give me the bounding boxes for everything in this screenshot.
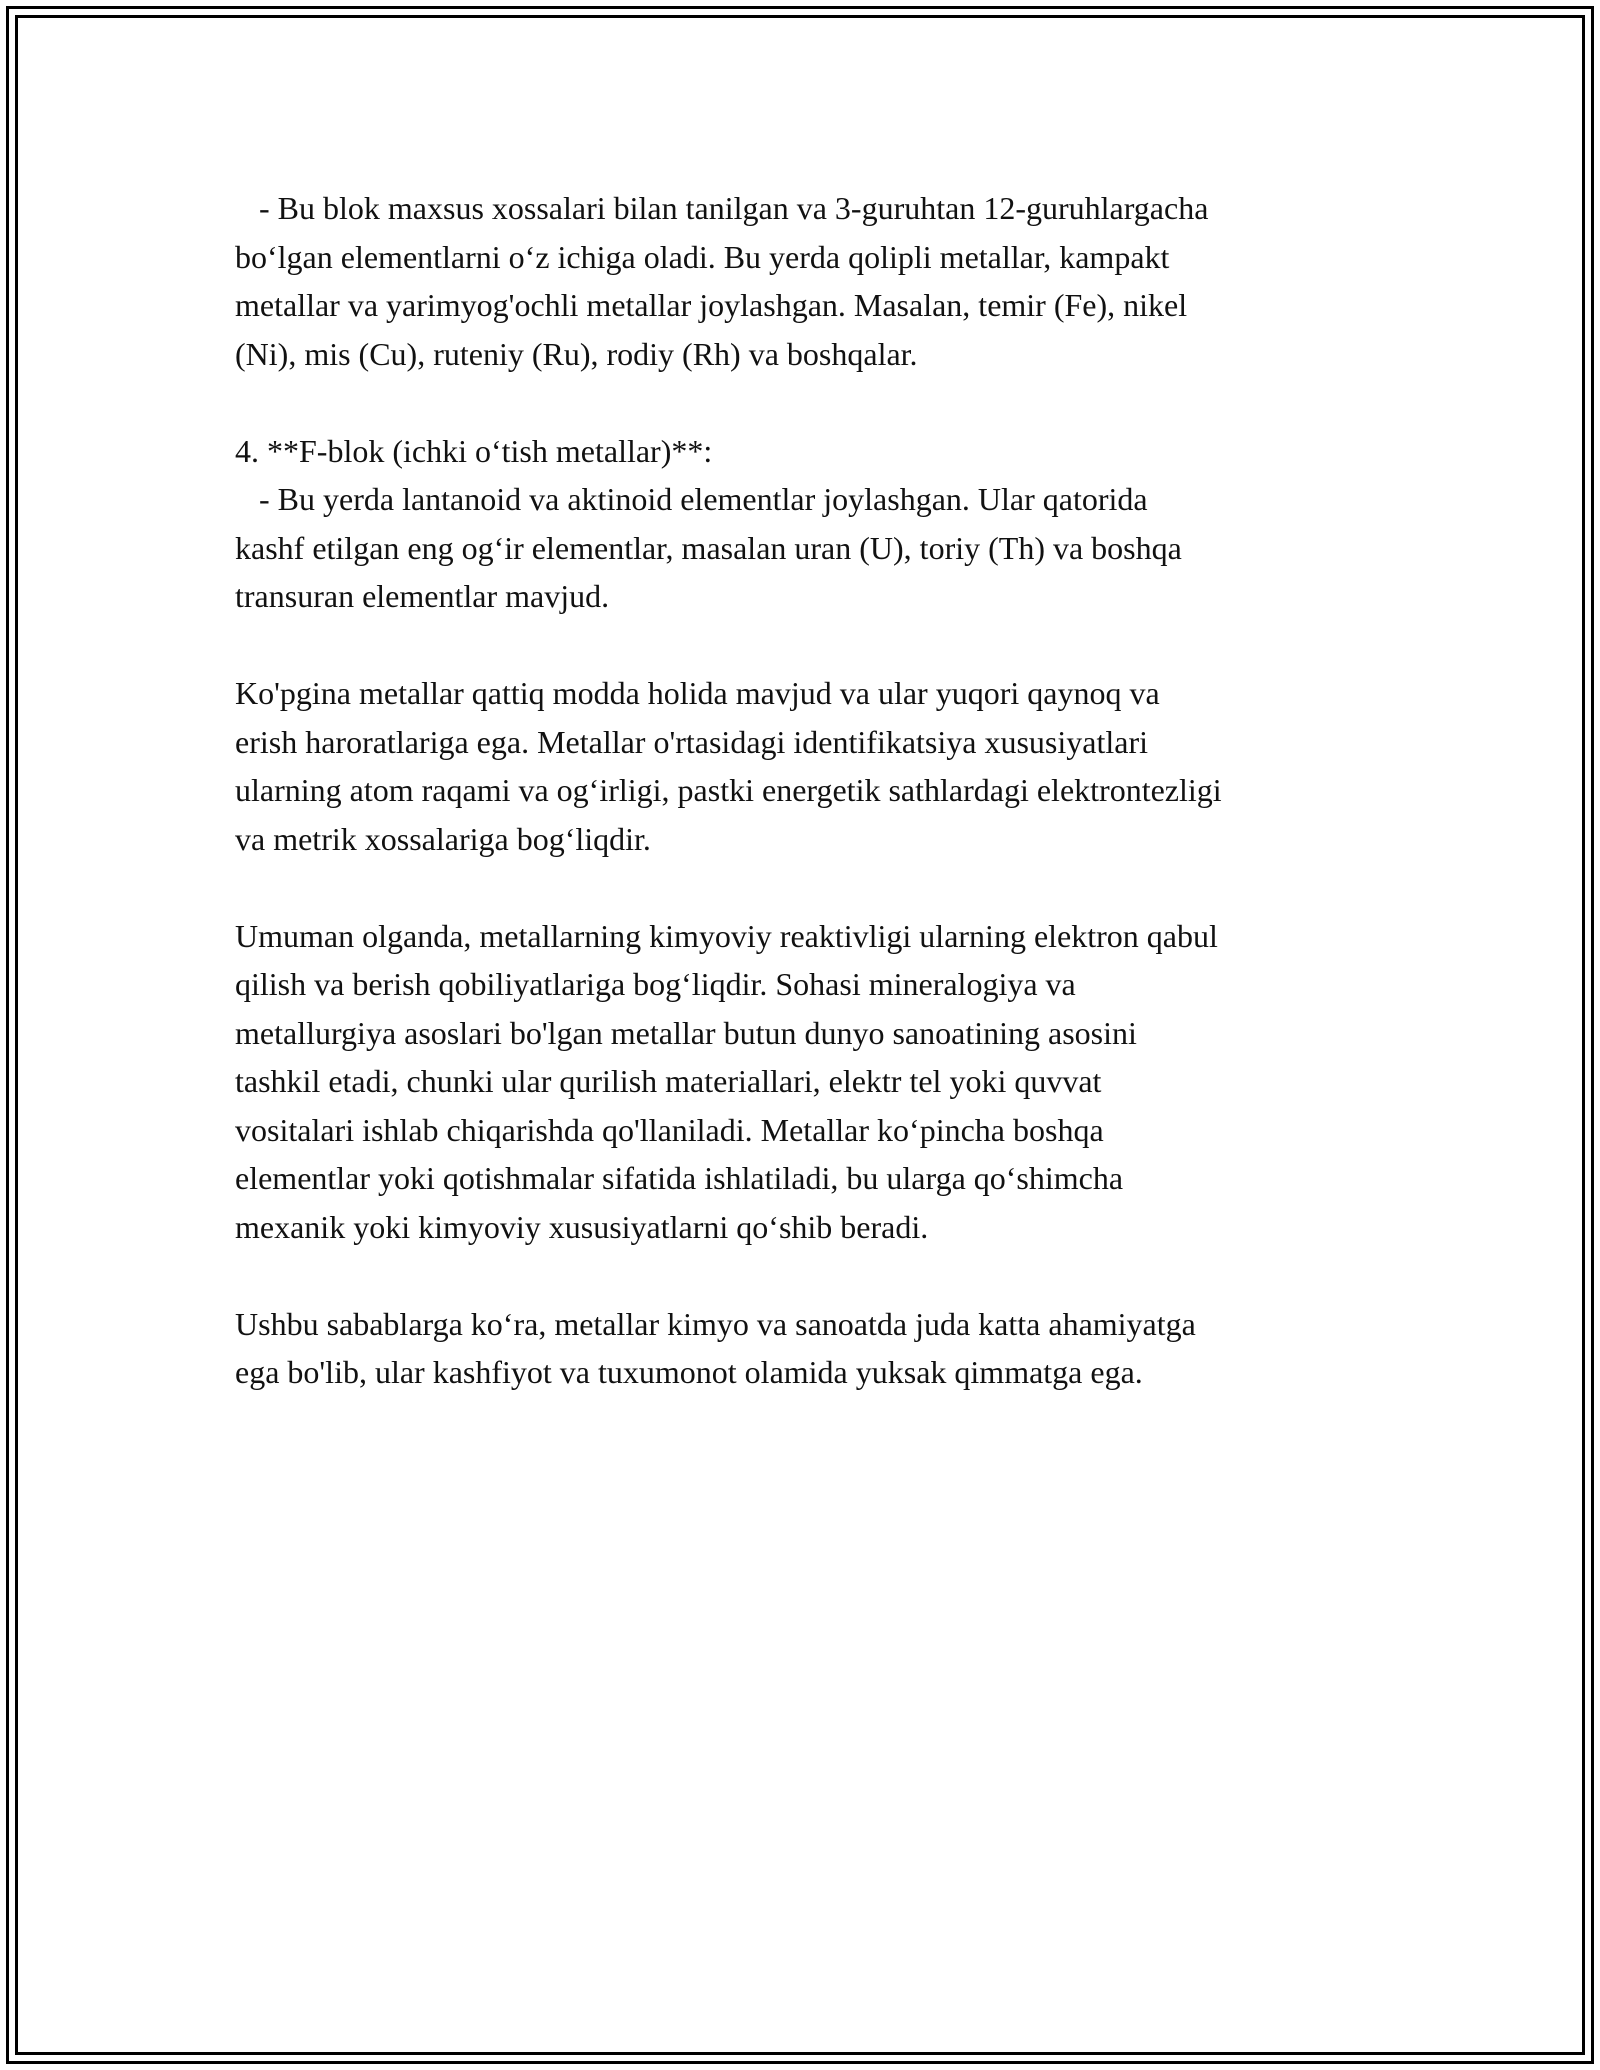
text-line: Umuman olganda, metallarning kimyoviy reaktivligi ularning elektron qabul bbox=[235, 917, 1218, 954]
text-line: kashf etilgan eng og‘ir elementlar, masalan uran (U), toriy (Th) va boshqa bbox=[235, 529, 1182, 566]
paragraph-f-block bbox=[235, 427, 1375, 621]
text-line: qilish va berish qobiliyatlariga bog‘liqdir. Sohasi mineralogiya va bbox=[235, 966, 1076, 1002]
text-line: transuran elementlar mavjud. bbox=[235, 578, 610, 614]
document-body bbox=[235, 184, 1375, 1445]
text-line: bo‘lgan elementlarni o‘z ichiga oladi. Bu yerda qolipli metallar, kampakt bbox=[235, 238, 1170, 275]
text-line: erish haroratlariga ega. Metallar o'rtasidagi identifikatsiya xususiyatlari bbox=[235, 723, 1148, 760]
text-line: metallar va yarimyog'ochli metallar joylashgan. Masalan, temir (Fe), nikel bbox=[235, 287, 1188, 323]
text-line: metallurgiya asoslari bo'lgan metallar butun dunyo sanoatining asosini bbox=[235, 1014, 1137, 1051]
text-line: (Ni), mis (Cu), ruteniy (Ru), rodiy (Rh) va boshqalar. bbox=[235, 335, 918, 372]
paragraph-d-block-description bbox=[235, 184, 1375, 378]
text-line: Ko'pgina metallar qattiq modda holida mavjud va ular yuqori qaynoq va bbox=[235, 675, 1160, 711]
text-line: tashkil etadi, chunki ular qurilish materiallari, elektr tel yoki quvvat bbox=[235, 1063, 1102, 1099]
paragraph-conclusion bbox=[235, 1300, 1375, 1397]
text-line: Ushbu sabablarga ko‘ra, metallar kimyo va sanoatda juda katta ahamiyatga bbox=[235, 1305, 1196, 1342]
paragraph-physical-properties bbox=[235, 669, 1375, 863]
text-line: ularning atom raqami va og‘irligi, pastki energetik sathlardagi elektrontezligi bbox=[235, 772, 1222, 808]
paragraph-reactivity bbox=[235, 912, 1375, 1252]
text-line: ega bo'lib, ular kashfiyot va tuxumonot olamida yuksak qimmatga ega. bbox=[235, 1354, 1143, 1390]
text-line: mexanik yoki kimyoviy xususiyatlarni qo‘shib beradi. bbox=[235, 1208, 929, 1245]
text-line: vositalari ishlab chiqarishda qo'llaniladi. Metallar ko‘pincha boshqa bbox=[235, 1111, 1104, 1148]
text-line: 4. **F-blok (ichki o‘tish metallar)**: bbox=[235, 432, 713, 469]
text-line: elementlar yoki qotishmalar sifatida ishlatiladi, bu ularga qo‘shimcha bbox=[235, 1160, 1124, 1196]
text-line: - Bu yerda lantanoid va aktinoid elementlar joylashgan. Ular qatorida bbox=[235, 481, 1148, 517]
text-line: - Bu blok maxsus xossalari bilan tanilgan va 3-guruhtan 12-guruhlargacha bbox=[235, 190, 1209, 226]
text-line: va metrik xossalariga bog‘liqdir. bbox=[235, 820, 651, 857]
